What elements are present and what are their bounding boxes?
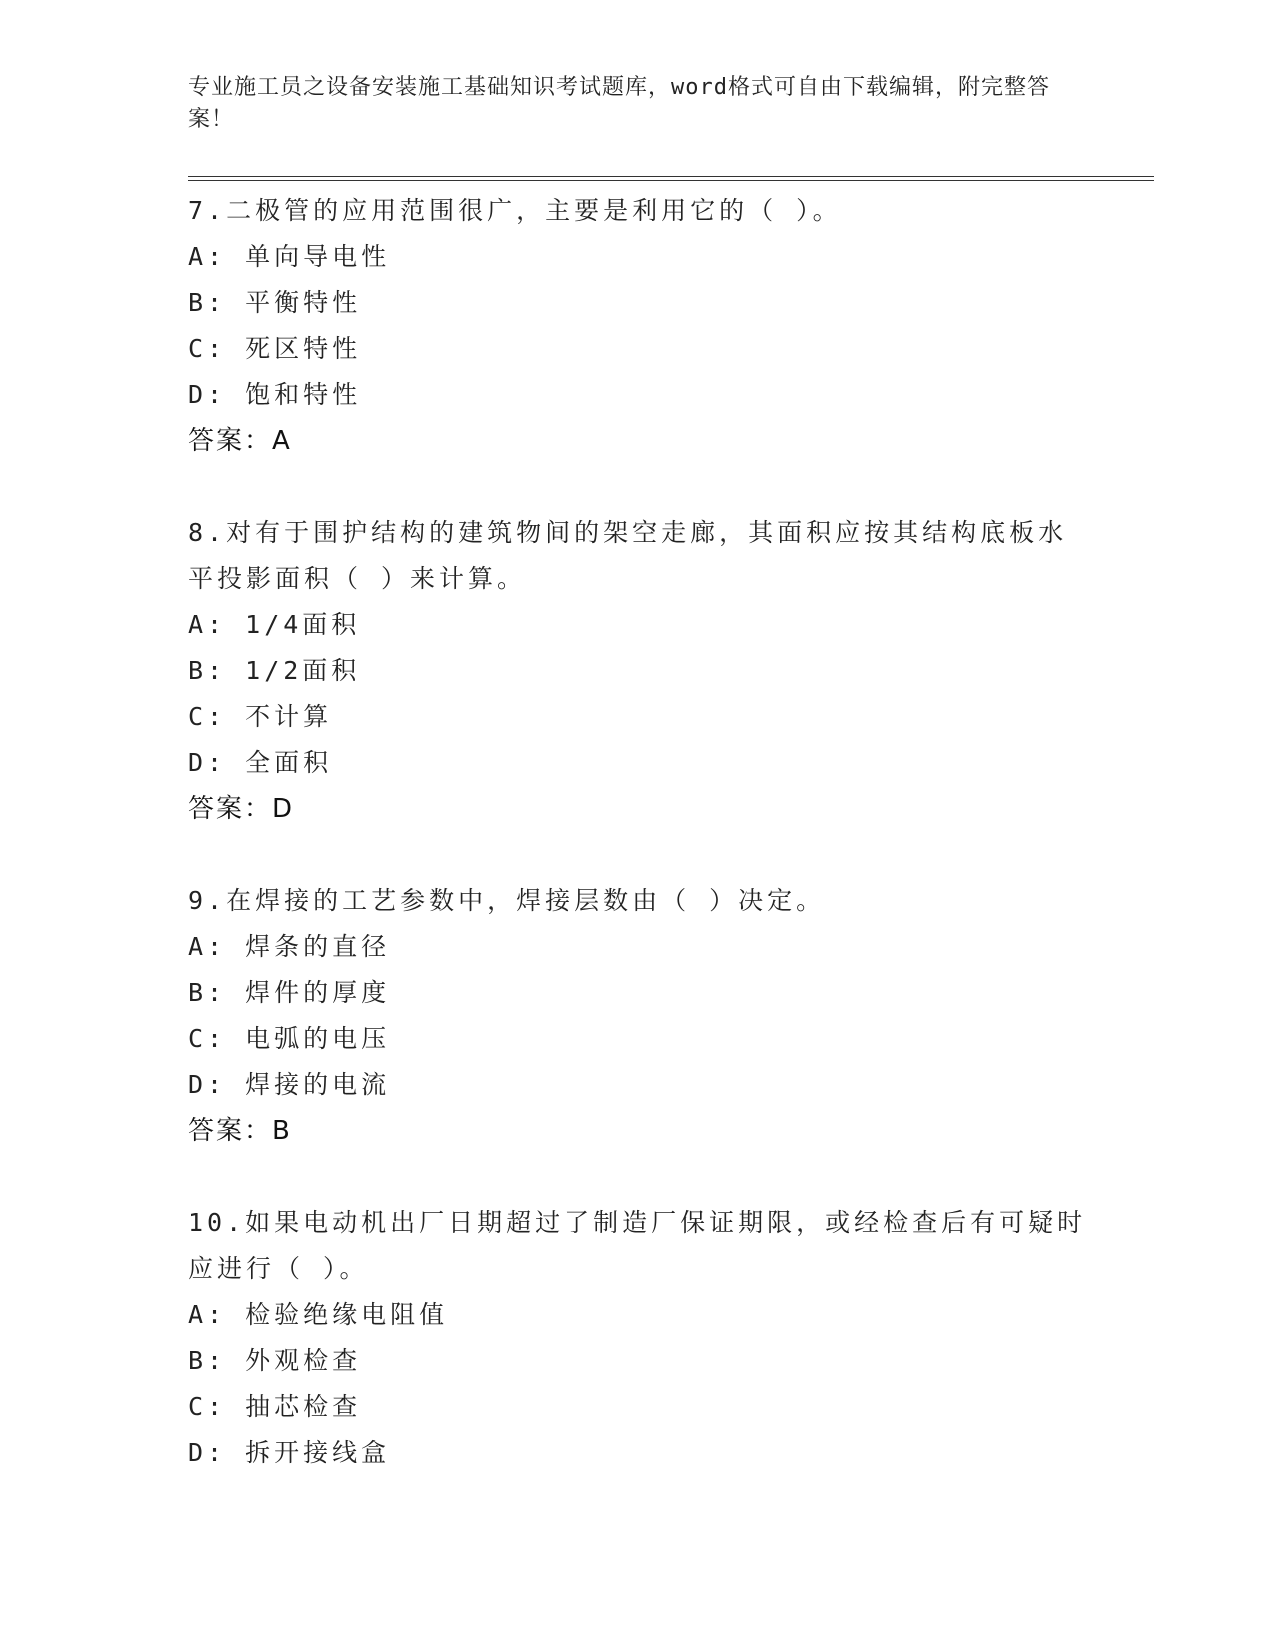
option-a: A: 单向导电性 xyxy=(188,242,391,271)
option-d: D: 焊接的电流 xyxy=(188,1070,391,1099)
option-c: C: 电弧的电压 xyxy=(188,1024,391,1053)
question-list xyxy=(188,188,1088,1522)
option-b: B: 焊件的厚度 xyxy=(188,978,391,1007)
option-d: D: 拆开接线盒 xyxy=(188,1438,391,1467)
question-text: 8.对有于围护结构的建筑物间的架空走廊，其面积应按其结构底板水平投影面积（ ）来计算。 xyxy=(188,518,1068,593)
option-a: A: 焊条的直径 xyxy=(188,932,391,961)
option-a: A: 检验绝缘电阻值 xyxy=(188,1300,449,1329)
option-d: D: 饱和特性 xyxy=(188,380,362,409)
option-c: C: 死区特性 xyxy=(188,334,362,363)
option-a: A: 1/4面积 xyxy=(188,610,361,639)
option-b: B: 平衡特性 xyxy=(188,288,362,317)
question-text: 9.在焊接的工艺参数中，焊接层数由（ ）决定。 xyxy=(188,886,826,915)
question-9 xyxy=(188,878,1088,1154)
header-divider xyxy=(188,176,1154,181)
option-b: B: 外观检查 xyxy=(188,1346,362,1375)
option-c: C: 不计算 xyxy=(188,702,333,731)
option-c: C: 抽芯检查 xyxy=(188,1392,362,1421)
answer: 答案：D xyxy=(188,794,295,824)
question-10 xyxy=(188,1200,1088,1476)
question-text: 7.二极管的应用范围很广，主要是利用它的（ ）。 xyxy=(188,196,842,225)
document-header: 专业施工员之设备安装施工基础知识考试题库，word格式可自由下载编辑，附完整答案！ xyxy=(188,75,1050,132)
question-8 xyxy=(188,510,1088,832)
answer: 答案：B xyxy=(188,1116,292,1146)
option-b: B: 1/2面积 xyxy=(188,656,361,685)
answer: 答案：A xyxy=(188,426,292,456)
question-7 xyxy=(188,188,1088,464)
question-text: 10.如果电动机出厂日期超过了制造厂保证期限，或经检查后有可疑时应进行（ ）。 xyxy=(188,1208,1087,1283)
option-d: D: 全面积 xyxy=(188,748,333,777)
